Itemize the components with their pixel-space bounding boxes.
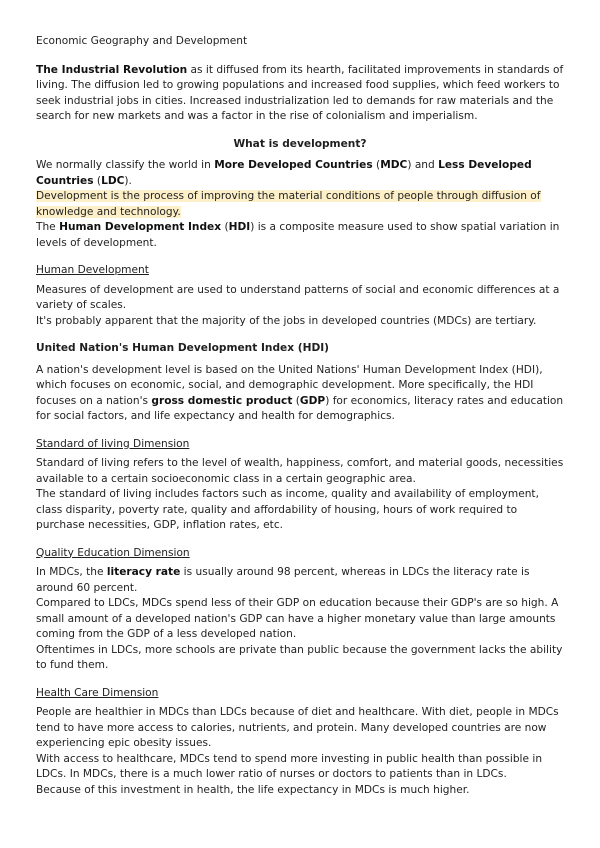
text-span: ) is a composite measure used to show spatial variation in levels of development. [36, 221, 560, 249]
un-hdi-heading: United Nation's Human Development Index (HDI) [36, 342, 330, 354]
text-span: is usually around 98 percent, whereas in LDCs the literacy rate is around 60 percent. [36, 566, 530, 594]
text-span: ( [221, 221, 229, 233]
mdc-term: More Developed Countries [214, 159, 373, 171]
document-page [36, 34, 564, 798]
mdc-abbrev: MDC [380, 159, 408, 171]
hdi-term: Human Development Index [59, 221, 222, 233]
education-line-3: Oftentimes in LDCs, more schools are private than public because the government lacks the ability to fund them. [36, 643, 563, 671]
text-span: The [36, 221, 60, 233]
standard-of-living-heading: Standard of living Dimension [36, 437, 190, 450]
text-span: In MDCs, the [36, 566, 107, 578]
health-line-2: With access to healthcare, MDCs tend to spend more investing in public health than possible in LDCs. In MDCs, there is a much lower ratio of nurses or doctors to patients than in LDCs. [36, 752, 543, 780]
human-development-line-1: Measures of development are used to understand patterns of social and economic differences at a variety of scales. [36, 283, 560, 311]
development-definition [36, 189, 564, 220]
standard-of-living-line-1: Standard of living refers to the level of wealth, happiness, comfort, and material goods, necessities available to a certain socioeconomic class in a certain geographic area. [36, 457, 564, 485]
hdi-paragraph [36, 220, 564, 251]
hdi-abbrev: HDI [228, 221, 251, 233]
standard-of-living-line-2: The standard of living includes factors such as income, quality and availability of employment, class disparity, poverty rate, quality and affordability of housing, hours of work required to purchase necessities, GDP, inflation rates, etc. [36, 488, 539, 531]
document-title: Economic Geography and Development [36, 35, 248, 47]
text-span: ). [124, 174, 132, 187]
ldc-term: Less Developed Countries [36, 159, 532, 187]
industrial-revolution-text: as it diffused from its hearth, facilitated improvements in standards of living. The diffusion led to growing populations and increased food supplies, which feed workers to seek industrial jobs in cities. Increased industrialization led to demands for raw materials and the search for new markets and was a factor in the rise of colonialism and imperialism. [36, 63, 564, 122]
gdp-term: gross domestic product [151, 394, 293, 407]
education-line-1 [36, 565, 564, 596]
highlighted-definition: Development is the process of improving the material conditions of people through diffusion of knowledge and technology. [36, 190, 541, 218]
literacy-rate-term: literacy rate [106, 566, 181, 578]
health-heading: Health Care Dimension [36, 686, 159, 699]
health-line-3: Because of this investment in health, the life expectancy in MDCs is much higher. [36, 783, 470, 796]
gdp-abbrev: GDP [299, 394, 326, 407]
ldc-abbrev: LDC [101, 174, 125, 187]
text-span: ) for economics, literacy rates and education for social factors, and life expectancy and health for demographics. [36, 394, 564, 422]
text-span: A nation's development level is based on the United Nations' Human Development Index (HDI), which focuses on economic, social, and demographic development. More specifically, the HDI focuses on a nation's [36, 363, 543, 407]
text-span: We normally classify the world in [36, 159, 215, 171]
industrial-revolution-paragraph [36, 63, 564, 125]
education-heading: Quality Education Dimension [36, 546, 190, 559]
industrial-revolution-term: The Industrial Revolution [36, 63, 188, 76]
human-development-heading: Human Development [36, 264, 149, 276]
education-line-2: Compared to LDCs, MDCs spend less of their GDP on education because their GDP's are so high. A small amount of a developed nation's GDP can have a higher monetary value than large amounts coming from the GDP of a less developed nation. [36, 597, 559, 640]
text-span: ( [372, 159, 381, 171]
un-hdi-paragraph [36, 363, 564, 425]
text-span: ( [93, 174, 102, 187]
health-line-1: People are healthier in MDCs than LDCs because of diet and healthcare. With diet, people in MDCs tend to have more access to calories, nutrients, and protein. Many developed countries are now experiencing epic obesity issues. [36, 706, 559, 749]
what-is-development-heading: What is development? [233, 137, 367, 150]
text-span: ( [292, 394, 300, 407]
human-development-line-2: It's probably apparent that the majority of the jobs in developed countries (MDCs) are tertiary. [36, 314, 537, 327]
classification-paragraph [36, 158, 564, 189]
text-span: ) and [407, 159, 439, 171]
